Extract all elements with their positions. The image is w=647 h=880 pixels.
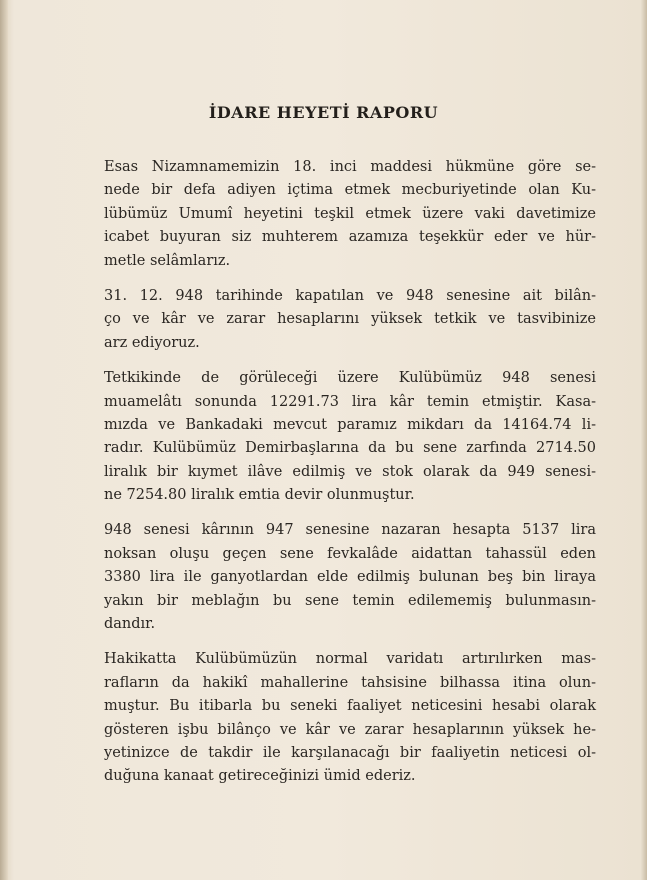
text-line: 31. 12. 948 tarihinde kapatılan ve 948 senesine ait bilân-	[104, 287, 596, 304]
text-line: 3380 lira ile ganyotlardan elde edilmiş bulunan beş bin liraya	[104, 569, 596, 586]
paragraph-4	[104, 519, 596, 636]
report-body	[104, 156, 596, 801]
paragraph-3	[104, 367, 596, 507]
report-title: İDARE HEYETİ RAPORU	[208, 103, 439, 122]
text-line: ne 7254.80 liralık emtia devir olunmuştur.	[104, 487, 415, 504]
text-line: gösteren işbu bilânço ve kâr ve zarar hesaplarının yüksek he-	[104, 721, 596, 738]
page-left-edge	[0, 0, 8, 880]
text-line: ço ve kâr ve zarar hesaplarını yüksek tetkik ve tasvibinize	[104, 311, 596, 328]
text-line: dandır.	[104, 616, 156, 633]
text-line: radır. Kulübümüz Demirbaşlarına da bu sene zarfında 2714.50	[104, 440, 596, 457]
paragraph-5	[104, 648, 596, 788]
text-line: muştur. Bu itibarla bu seneki faaliyet neticesini hesabi olarak	[104, 698, 596, 715]
text-line: rafların da hakikî mahallerine tahsisine bilhassa itina olun-	[104, 674, 596, 691]
text-line: 948 senesi kârının 947 senesine nazaran hesapta 5137 lira	[104, 522, 596, 539]
text-line: yakın bir meblağın bu sene temin edilememiş bulunmasın-	[104, 592, 596, 609]
text-line: muamelâtı sonunda 12291.73 lira kâr temin etmiştir. Kasa-	[104, 393, 596, 410]
text-line: mızda ve Bankadaki mevcut paramız mikdarı da 14164.74 li-	[104, 416, 596, 433]
text-line: Tetkikinde de görüleceği üzere Kulübümüz 948 senesi	[104, 370, 596, 387]
text-line: liralık bir kıymet ilâve edilmiş ve stok olarak da 949 senesi-	[104, 463, 596, 480]
text-line: duğuna kanaat getireceğinizi ümid ederiz.	[104, 768, 416, 785]
text-line: lübümüz Umumî heyetini teşkil etmek üzere vaki davetimize	[104, 205, 596, 222]
text-line: noksan oluşu geçen sene fevkalâde aidattan tahassül eden	[104, 545, 596, 562]
text-line: nede bir defa adiyen içtima etmek mecburiyetinde olan Ku-	[104, 182, 596, 199]
text-line: arz ediyoruz.	[104, 334, 200, 351]
text-line: Esas Nizamnamemizin 18. inci maddesi hükmüne göre se-	[104, 159, 596, 175]
paragraph-2	[104, 285, 596, 355]
page-right-edge	[641, 0, 647, 880]
text-line: Hakikatta Kulübümüzün normal varidatı artırılırken mas-	[104, 651, 596, 668]
text-line: yetinizce de takdir ile karşılanacağı bir faaliyetin neticesi ol-	[104, 744, 596, 761]
text-line: metle selâmlarız.	[104, 252, 231, 269]
text-line: icabet buyuran siz muhterem azamıza teşekkür eder ve hür-	[104, 229, 596, 246]
paragraph-1	[104, 156, 596, 273]
